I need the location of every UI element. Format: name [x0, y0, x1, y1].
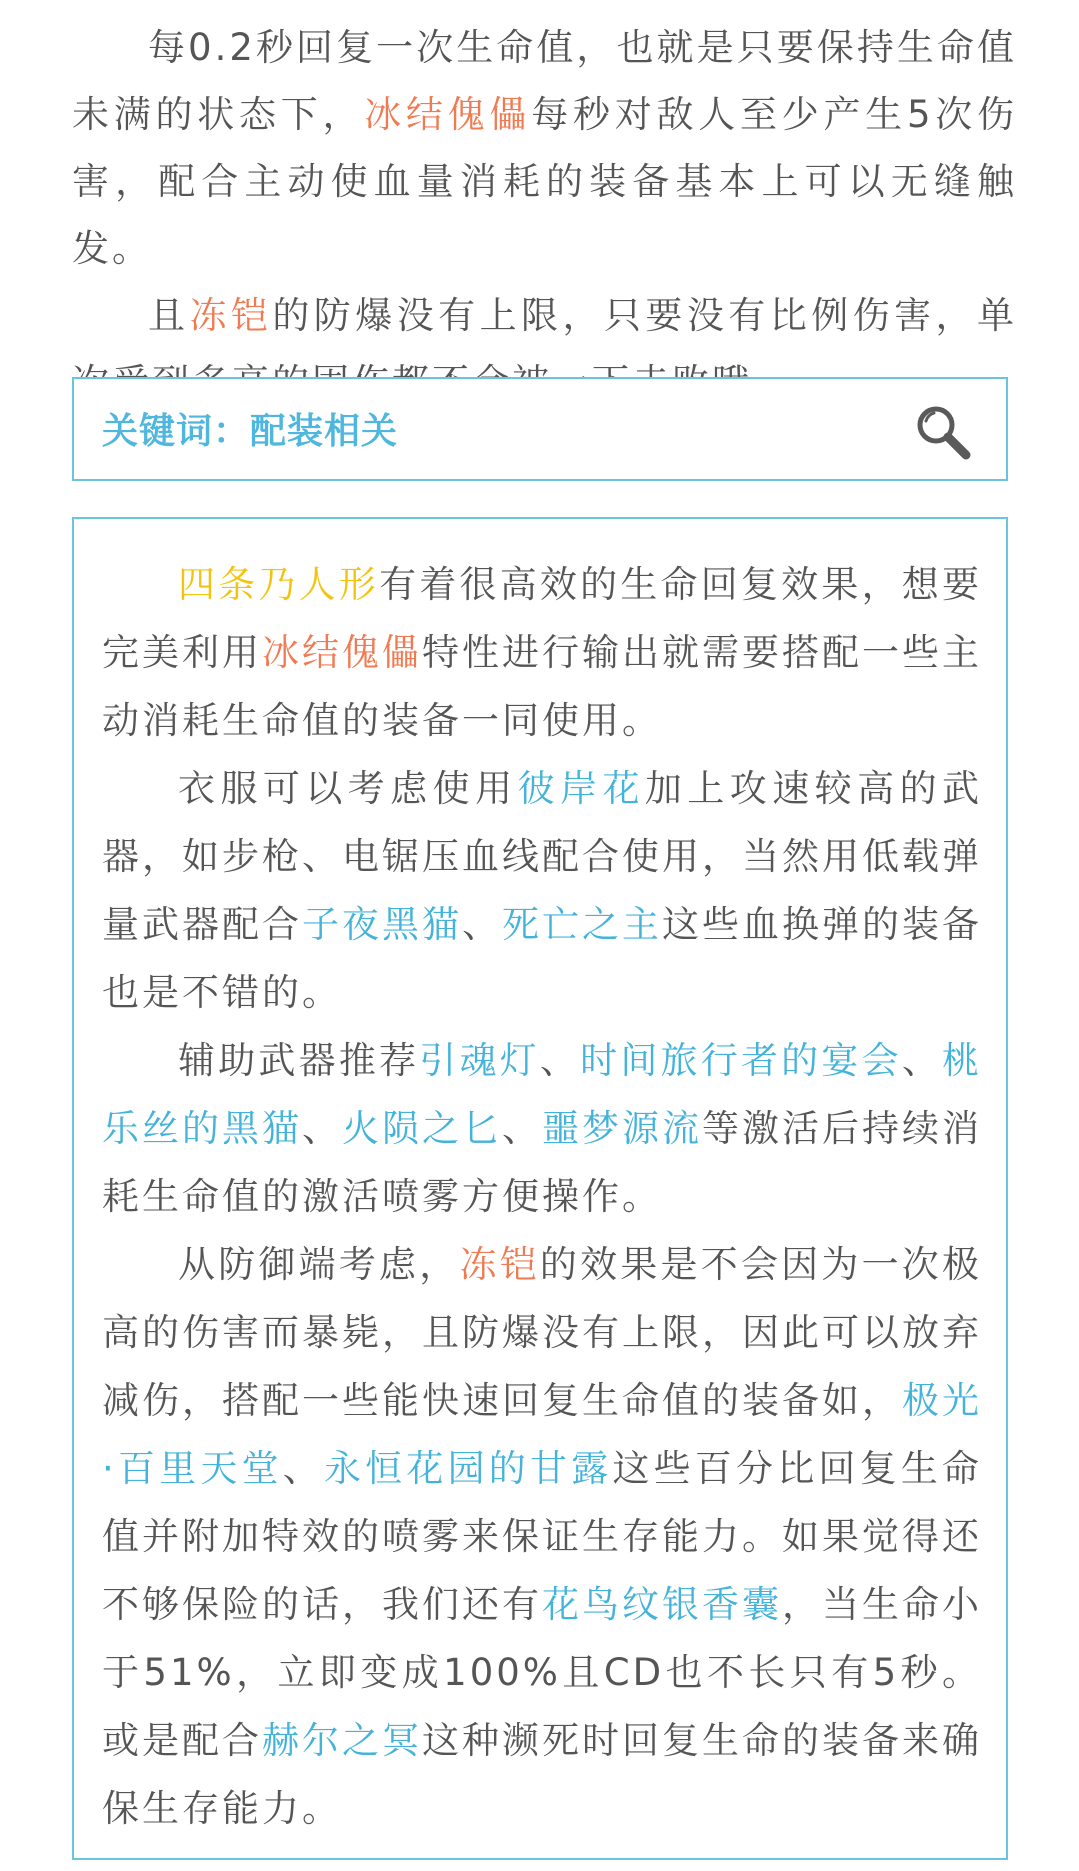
text-run: 每0.2秒回复一次生命值，也就是只要保持生命值未满的状态下，	[72, 26, 1017, 136]
item-link[interactable]: 死亡之主	[502, 903, 662, 946]
text-run: 每秒对敌人至少产生5次伤害，配合主动使血量消耗的装备基本上可以无缝触发。	[72, 93, 1018, 270]
content-paragraph	[102, 1231, 982, 1843]
text-run: 、	[502, 1107, 542, 1150]
item-link[interactable]: 噩梦源流	[542, 1107, 702, 1150]
intro-paragraph	[72, 14, 1017, 282]
item-link[interactable]: 赫尔之冥	[262, 1719, 422, 1762]
content-paragraph	[102, 755, 982, 1027]
content-paragraph	[102, 1027, 982, 1231]
text-run: 辅助武器推荐	[178, 1039, 420, 1082]
highlight-term: 冰结傀儡	[262, 631, 422, 674]
text-run: 、	[302, 1107, 342, 1150]
item-link[interactable]: 引魂灯	[419, 1039, 540, 1082]
text-run: 等激活后持续消耗生命值的激活喷雾方便操作。	[102, 1107, 982, 1218]
text-run: 、	[901, 1039, 943, 1082]
text-run: 特性进行输出就需要搭配一些主动消耗生命值的装备一同使用。	[102, 631, 982, 742]
intro-section	[72, 14, 1017, 416]
text-run: 这些血换弹的装备也是不错的。	[102, 903, 982, 1014]
content-box	[72, 517, 1008, 1860]
text-run: 、	[282, 1447, 324, 1490]
text-run: ，当生命小于51%，立即变成100%且CD也不长只有5秒。或是配合	[102, 1583, 982, 1762]
item-link[interactable]: 永恒花园的甘露	[323, 1447, 613, 1490]
highlight-term: 冻铠	[459, 1243, 540, 1286]
item-link[interactable]: 火陨之匕	[342, 1107, 502, 1150]
item-link[interactable]: 子夜黑猫	[302, 903, 462, 946]
text-run: 的防爆没有上限，只要没有比例伤害，单	[272, 294, 1018, 337]
text-run: 、	[539, 1039, 581, 1082]
item-link[interactable]: 桃乐丝的黑猫	[102, 1039, 983, 1150]
search-icon[interactable]	[912, 401, 974, 463]
highlight-term: 冰结傀儡	[364, 93, 532, 136]
highlight-term: 四条乃人形	[178, 563, 380, 606]
content-body	[102, 551, 982, 1843]
text-run: 的效果是不会因为一次极高的伤害而暴毙，且防爆没有上限，因此可以放弃减伤，搭配一些能快速回复生命值的装备如，	[102, 1243, 983, 1422]
keyword-search-box[interactable]	[72, 377, 1008, 481]
text-run: 有着很高效的生命回复效果，想要完美利用	[102, 563, 983, 674]
text-run: 、	[462, 903, 502, 946]
highlight-term: 冻铠	[189, 294, 273, 337]
item-link[interactable]: 时间旅行者的宴会	[580, 1039, 902, 1082]
item-link[interactable]: 彼岸花	[517, 767, 645, 810]
keyword-title: 关键词：配装相关	[102, 411, 399, 452]
text-run: 从防御端考虑，	[178, 1243, 460, 1286]
item-link[interactable]: 花鸟纹银香囊	[542, 1583, 782, 1626]
text-run: 衣服可以考虑使用	[178, 767, 518, 810]
text-run: 这种濒死时回复生命的装备来确保生存能力。	[102, 1719, 982, 1830]
text-run: 这些百分比回复生命值并附加特效的喷雾来保证生存能力。如果觉得还不够保险的话，我们还有	[102, 1447, 983, 1626]
content-paragraph	[102, 551, 982, 755]
text-run: 加上攻速较高的武器，如步枪、电锯压血线配合使用，当然用低载弹量武器配合	[102, 767, 983, 946]
item-link[interactable]: 极光·百里天堂	[102, 1379, 982, 1490]
text-run: 且	[148, 294, 190, 337]
